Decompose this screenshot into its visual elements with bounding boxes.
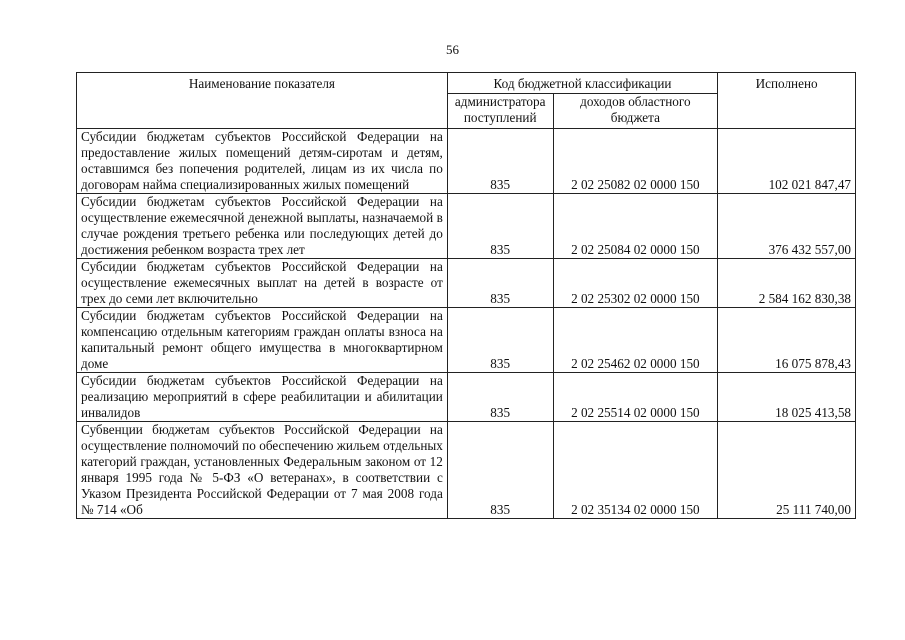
- row-name: [77, 422, 448, 519]
- row-amount: 16 075 878,43: [718, 308, 856, 373]
- row-amount: 25 111 740,00: [718, 422, 856, 519]
- table-row: [77, 259, 856, 308]
- row-income-code: 2 02 35134 02 0000 150: [553, 422, 718, 519]
- row-admin-code: 835: [447, 373, 553, 422]
- header-executed: Исполнено: [718, 73, 856, 129]
- row-amount: 376 432 557,00: [718, 194, 856, 259]
- row-name: Субсидии бюджетам субъектов Российской Федерации на компенсацию отдельным категориям граждан оплаты взноса на капитальный ремонт общего имущества в многоквартирном доме: [77, 308, 448, 373]
- table-row: [77, 194, 856, 259]
- row-admin-code: 835: [447, 259, 553, 308]
- header-income: доходов областного бюджета: [553, 94, 718, 129]
- table-row: [77, 422, 856, 519]
- header-budget-code: Код бюджетной классификации: [447, 73, 717, 94]
- row-name: Субсидии бюджетам субъектов Российской Федерации на осуществление ежемесячной денежной выплаты, назначаемой в случае рождения третьего ребенка или последующих детей до достижения ребенком возраста трех лет: [77, 194, 448, 259]
- row-amount: 2 584 162 830,38: [718, 259, 856, 308]
- header-administrator: администратора поступлений: [447, 94, 553, 129]
- row-income-code: 2 02 25514 02 0000 150: [553, 373, 718, 422]
- budget-table: [76, 72, 856, 519]
- row-income-code: 2 02 25082 02 0000 150: [553, 129, 718, 194]
- row-admin-code: 835: [447, 308, 553, 373]
- row-income-code: 2 02 25084 02 0000 150: [553, 194, 718, 259]
- row-amount: 102 021 847,47: [718, 129, 856, 194]
- row-income-code: 2 02 25462 02 0000 150: [553, 308, 718, 373]
- header-row-1: [77, 73, 856, 94]
- row-name: Субсидии бюджетам субъектов Российской Федерации на осуществление ежемесячных выплат на детей в возрасте от трех до семи лет включительно: [77, 259, 448, 308]
- row-amount: 18 025 413,58: [718, 373, 856, 422]
- row-name-text: Субвенции бюджетам субъектов Российской Федерации на осуществление полномочий по обеспечению жильем отдельных категорий граждан, установленных Федеральным законом от 12 января 1995 года № 5-ФЗ «О ветеранах», в соответствии с Указом Президента Российской Федерации от 7 мая 2008 года № 714 «Об: [81, 422, 443, 517]
- row-income-code: 2 02 25302 02 0000 150: [553, 259, 718, 308]
- table-row: [77, 373, 856, 422]
- row-name: Субсидии бюджетам субъектов Российской Федерации на реализацию мероприятий в сфере реабилитации и абилитации инвалидов: [77, 373, 448, 422]
- row-name: Субсидии бюджетам субъектов Российской Федерации на предоставление жилых помещений детям-сиротам и детям, оставшимся без попечения родителей, лицам из их числа по договорам найма специализированных жилых помещений: [77, 129, 448, 194]
- row-admin-code: 835: [447, 194, 553, 259]
- row-admin-code: 835: [447, 129, 553, 194]
- page-number: 56: [446, 42, 459, 57]
- table-row: [77, 129, 856, 194]
- row-admin-code: 835: [447, 422, 553, 519]
- table-row: [77, 308, 856, 373]
- header-name: Наименование показателя: [77, 73, 448, 129]
